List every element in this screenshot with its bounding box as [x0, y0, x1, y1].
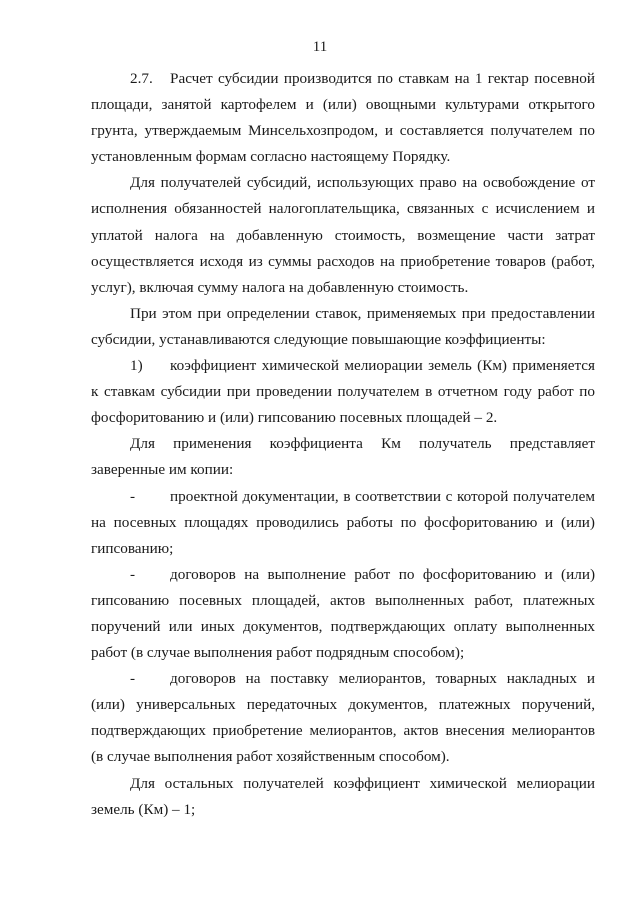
bullet-dash: - — [130, 487, 136, 505]
bullet-item-project-docs — [91, 484, 595, 562]
bullet-item-contracts-works — [91, 562, 595, 666]
paragraph-tax-exemption — [91, 170, 595, 300]
bullet-dash: - — [130, 670, 136, 688]
paragraph-text: Для получателей субсидий, использующих право на освобождение от исполнения обязанностей налогоплательщика, связанных с исчислением и уплатой налога на добавленную стоимость, возмещение части затрат осуществляется исходя из суммы расходов на приобретение товаров (работ, услуг), включая сумму налога на добавленную стоимость. — [91, 174, 595, 296]
paragraph-text: коэффициент химической мелиорации земель (Км) применяется к ставкам субсидии при проведении получателем в отчетном году работ по фосфоритованию и (или) гипсованию посевных площадей – 2. — [91, 357, 595, 427]
paragraph-copies-intro — [91, 431, 595, 483]
paragraph-text: Расчет субсидии производится по ставкам на 1 гектар посевной площади, занятой картофелем и (или) овощными культурами открытого грунта, утверждаемым Минсельхозпродом, и составляется получателем по установленным формам согласно настоящему Порядку. — [91, 70, 595, 166]
item-number: 2.7. — [130, 70, 153, 87]
list-item-1 — [91, 353, 595, 431]
paragraph-text: Для применения коэффициента Км получатель представляет заверенные им копии: — [91, 435, 595, 479]
paragraph-text: проектной документации, в соответствии с которой получателем на посевных площадях проводились работы по фосфоритованию и (или) гипсованию; — [91, 487, 595, 557]
paragraph-text: При этом при определении ставок, применяемых при предоставлении субсидии, устанавливаются следующие повышающие коэффициенты: — [91, 304, 595, 348]
document-body — [91, 66, 595, 823]
paragraph-text: Для остальных получателей коэффициент химической мелиорации земель (Км) – 1; — [91, 774, 595, 818]
paragraph-other-recipients — [91, 771, 595, 823]
item-number: 1) — [130, 357, 143, 375]
paragraph-2-7 — [91, 66, 595, 170]
paragraph-text: договоров на поставку мелиорантов, товарных накладных и (или) универсальных передаточных документов, платежных поручений, подтверждающих приобретение мелиорантов, актов внесения мелиорантов (в случае выполнения работ хозяйственным способом). — [91, 670, 595, 766]
paragraph-coefficients-intro — [91, 301, 595, 353]
bullet-item-contracts-supply — [91, 666, 595, 770]
paragraph-text: договоров на выполнение работ по фосфоритованию и (или) гипсованию посевных площадей, актов выполненных работ, платежных поручений или иных документов, подтверждающих оплату выполненных работ (в случае выполнения работ подрядным способом); — [91, 565, 595, 662]
bullet-dash: - — [130, 565, 136, 583]
page-number: 11 — [312, 39, 328, 55]
